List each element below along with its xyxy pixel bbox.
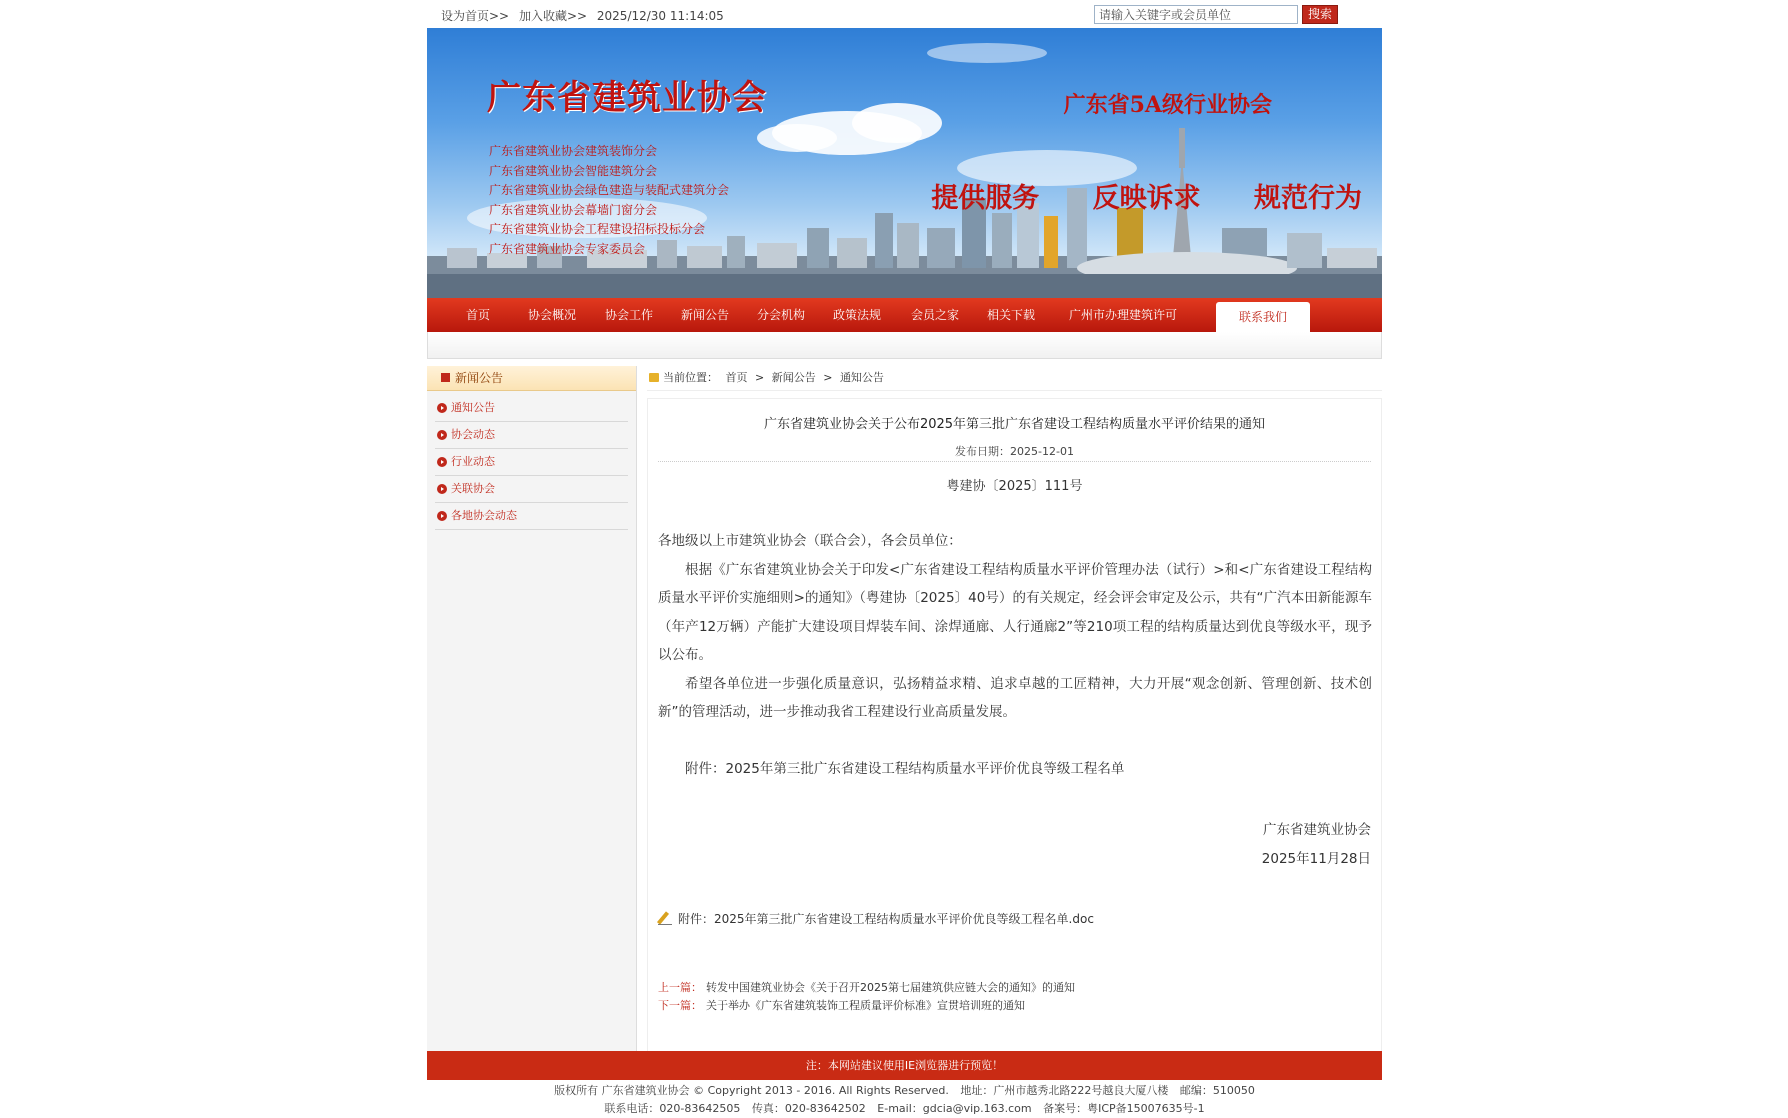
slogan-item: 规范行为 <box>1254 183 1362 214</box>
nav-item-news[interactable]: 新闻公告 <box>681 308 730 322</box>
article <box>647 398 1382 1052</box>
association-rank: 广东省5A级行业协会 <box>1063 92 1272 118</box>
sidebar-item-related-associations[interactable]: 关联协会 <box>435 476 628 503</box>
search-input[interactable] <box>1094 5 1298 24</box>
article-date: 发布日期：2025-12-01 <box>955 445 1074 458</box>
search-area <box>1094 5 1338 24</box>
sidebar-item-notices[interactable]: 通知公告 <box>435 395 628 422</box>
breadcrumb-separator: > <box>755 371 765 384</box>
salutation: 各地级以上市建筑业协会（联合会），各会员单位： <box>658 533 962 549</box>
add-favorite-link[interactable]: 加入收藏>> <box>518 9 588 23</box>
paragraph: 根据《广东省建筑业协会关于印发<广东省建设工程结构质量水平评价管理办法（试行）>和<广东省建设工程结构质量水平评价实施细则>的通知》（粤建协〔2025〕40号）的有关规定，经会评会审定及公示，共有“广汽本田新能源车（年产12万辆）产能扩大建设项目焊装车间、涂焊通廊、人行通廊2”等210项工程的结构质量达到优良等级水平，现予以公布。 <box>658 561 1372 663</box>
divider <box>658 461 1371 462</box>
page-wrapper <box>427 0 1382 1115</box>
branch-list <box>489 142 729 259</box>
article-body <box>658 527 1372 784</box>
slogan-item: 反映诉求 <box>1092 183 1201 214</box>
attachment-note: 附件：2025年第三批广东省建设工程结构质量水平评价优良等级工程名单 <box>685 761 1125 777</box>
paragraph: 希望各单位进一步强化质量意识，弘扬精益求精、追求卓越的工匠精神，大力开展“观念创新、管理创新、技术创新”的管理活动，进一步推动我省工程建设行业高质量发展。 <box>658 675 1372 720</box>
nav-item-downloads[interactable]: 相关下载 <box>987 308 1036 322</box>
slogan <box>905 176 1362 215</box>
arrow-circle-icon <box>437 403 447 413</box>
folder-icon <box>649 373 659 382</box>
postcode: 邮编：510050 <box>1179 1084 1255 1097</box>
document-number: 粤建协〔2025〕111号 <box>946 479 1083 494</box>
address: 地址：广州市越秀北路222号越良大厦八楼 <box>960 1084 1169 1097</box>
phone: 联系电话：020-83642505 <box>604 1102 741 1115</box>
footer-notice: 注：本网站建议使用IE浏览器进行预览！ <box>427 1051 1382 1080</box>
footer-info <box>427 1082 1382 1118</box>
sidebar-item-industry-news[interactable]: 行业动态 <box>435 449 628 476</box>
nav-item-work[interactable]: 协会工作 <box>605 308 654 322</box>
branch-item: 广东省建筑业协会智能建筑分会 <box>489 163 658 178</box>
sidebar <box>427 366 637 1052</box>
sign-date: 2025年11月28日 <box>1261 850 1371 867</box>
signer: 广东省建筑业协会 <box>1263 822 1371 838</box>
arrow-circle-icon <box>437 484 447 494</box>
branch-item: 广东省建筑业协会建筑装饰分会 <box>489 144 658 158</box>
content-area <box>427 366 1382 1052</box>
site-banner <box>427 28 1382 298</box>
arrow-circle-icon <box>437 511 447 521</box>
search-button[interactable]: 搜索 <box>1302 5 1338 24</box>
branch-item: 广东省建筑业协会工程建设招标投标分会 <box>489 222 706 236</box>
nav-item-permits[interactable]: 广州市办理建筑许可 <box>1069 308 1178 322</box>
top-bar <box>427 0 1382 28</box>
breadcrumb-label: 当前位置： <box>663 371 718 384</box>
sidebar-item-local-news[interactable]: 各地协会动态 <box>435 503 628 530</box>
breadcrumb-news[interactable]: 新闻公告 <box>771 371 816 384</box>
article-title: 广东省建筑业协会关于公布2025年第三批广东省建设工程结构质量水平评价结果的通知 <box>763 417 1266 432</box>
spacer <box>658 727 1372 756</box>
branch-item: 广东省建筑业协会专家委员会 <box>489 241 646 256</box>
sidebar-menu <box>435 395 628 530</box>
breadcrumb-separator: > <box>823 371 833 384</box>
set-home-link[interactable]: 设为首页>> <box>441 9 510 23</box>
footer-line-1 <box>427 1082 1382 1100</box>
next-article-link[interactable]: 下一篇： 关于举办《广东省建筑装饰工程质量评价标准》宣贯培训班的通知 <box>658 999 1025 1012</box>
footer-line-2 <box>427 1100 1382 1118</box>
attachment-download[interactable]: 附件：2025年第三批广东省建设工程结构质量水平评价优良等级工程名单.doc <box>658 910 1094 927</box>
sub-nav-bar <box>427 332 1382 359</box>
nav-item-contact[interactable]: 联系我们 <box>1216 302 1310 332</box>
top-links <box>441 7 730 24</box>
association-title: 广东省建筑业协会 <box>487 78 767 118</box>
sidebar-heading: 新闻公告 <box>427 366 636 391</box>
breadcrumb <box>647 366 1382 391</box>
current-datetime: 2025/12/30 11:14:05 <box>596 9 724 23</box>
fax: 传真：020-83642502 <box>751 1102 866 1115</box>
icp-number[interactable]: 备案号：粤ICP备15007635号-1 <box>1043 1102 1205 1115</box>
branch-item: 广东省建筑业协会幕墙门窗分会 <box>489 202 658 217</box>
previous-article-link[interactable]: 上一篇： 转发中国建筑业协会《关于召开2025第七届建筑供应链大会的通知》的通知 <box>658 981 1075 994</box>
main-content <box>647 366 1382 1052</box>
branch-item: 广东省建筑业协会绿色建造与装配式建筑分会 <box>489 183 730 197</box>
main-nav <box>427 298 1382 332</box>
copyright: 版权所有 广东省建筑业协会 © Copyright 2013 - 2016. All Rights Reserved. <box>554 1084 949 1097</box>
nav-item-home[interactable]: 首页 <box>466 308 491 322</box>
signature <box>1262 816 1371 873</box>
sidebar-item-association-news[interactable]: 协会动态 <box>435 422 628 449</box>
pencil-icon <box>658 910 674 926</box>
nav-item-branches[interactable]: 分会机构 <box>757 308 806 322</box>
square-bullet-icon <box>441 373 450 382</box>
email[interactable]: E-mail：gdcia@vip.163.com <box>877 1102 1032 1115</box>
breadcrumb-notices[interactable]: 通知公告 <box>839 371 884 384</box>
nav-item-members[interactable]: 会员之家 <box>911 308 960 322</box>
arrow-circle-icon <box>437 457 447 467</box>
nav-item-overview[interactable]: 协会概况 <box>528 308 577 322</box>
nav-item-policies[interactable]: 政策法规 <box>833 308 882 322</box>
breadcrumb-home[interactable]: 首页 <box>725 371 748 384</box>
arrow-circle-icon <box>437 430 447 440</box>
slogan-item: 提供服务 <box>931 183 1040 214</box>
